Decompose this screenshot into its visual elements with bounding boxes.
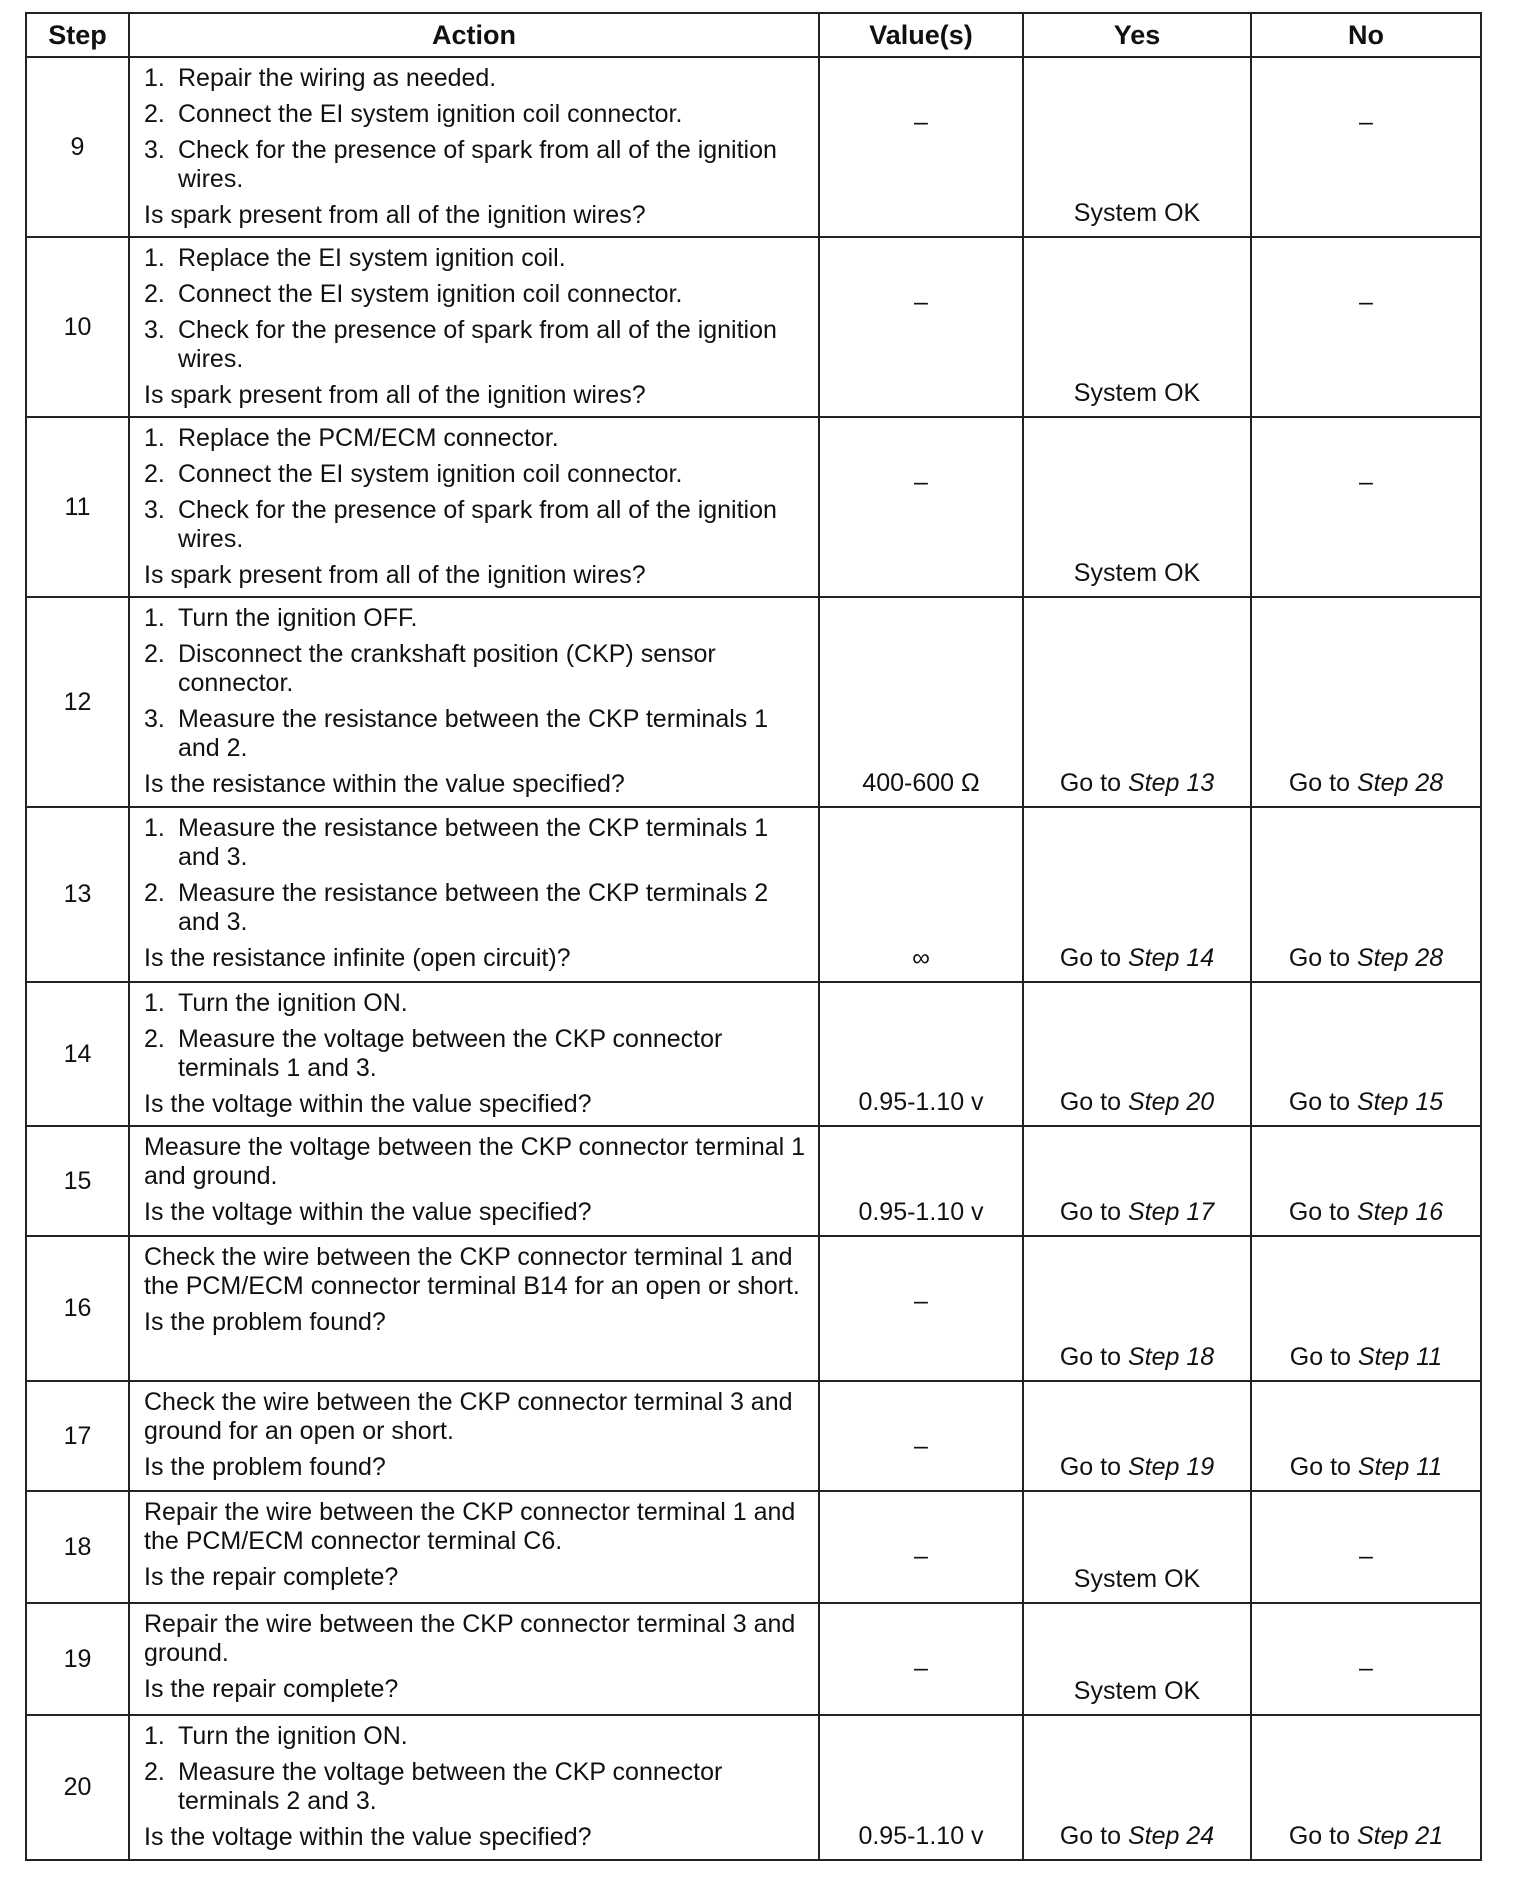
table-body [26, 57, 1481, 1860]
action-step-text: Measure the resistance between the CKP terminals 2 and 3. [178, 879, 769, 936]
no-cell-goto: Go to Step 28 [1288, 944, 1444, 972]
action-step-text: Connect the EI system ignition coil connector. [178, 100, 683, 128]
value-cell-dash: – [914, 1432, 928, 1460]
yes-cell-goto: Go to Step 20 [1059, 1088, 1215, 1116]
action-cell [129, 1126, 819, 1236]
step-number: 19 [26, 1603, 129, 1715]
yes-cell-text: System OK [1073, 1565, 1201, 1593]
table-row [26, 1381, 1481, 1491]
step-number: 11 [26, 417, 129, 597]
value-cell-dash: – [914, 288, 928, 316]
no-cell-step-ref: Step 11 [1357, 1343, 1443, 1371]
action-cell [129, 982, 819, 1126]
no-cell [1251, 597, 1481, 807]
action-text: Measure the voltage between the CKP connector terminal 1 and ground. [144, 1133, 806, 1190]
yes-cell-step-ref: Step 24 [1127, 1822, 1215, 1850]
action-cell [129, 1236, 819, 1381]
table-row [26, 1236, 1481, 1381]
yes-cell-text: System OK [1073, 559, 1201, 587]
step-number: 18 [26, 1491, 129, 1603]
no-cell-goto: Go to Step 28 [1288, 769, 1444, 797]
action-steps-list [144, 1722, 810, 1816]
no-cell-step-ref: Step 16 [1356, 1198, 1444, 1226]
action-question: Is spark present from all of the ignition wires? [144, 201, 646, 229]
table-row [26, 1603, 1481, 1715]
action-step [144, 814, 810, 872]
step-number: 9 [26, 57, 129, 237]
action-question: Is the voltage within the value specified? [144, 1823, 592, 1851]
action-steps-list [144, 989, 810, 1083]
action-step [144, 280, 810, 309]
action-cell [129, 1381, 819, 1491]
value-cell [819, 1715, 1023, 1860]
action-step-number: 2. [144, 280, 165, 308]
action-step [144, 460, 810, 489]
action-cell [129, 237, 819, 417]
header-yes: Yes [1023, 13, 1251, 57]
yes-cell [1023, 57, 1251, 237]
no-cell-goto: Go to Step 16 [1288, 1198, 1444, 1226]
value-cell [819, 237, 1023, 417]
action-text: Repair the wire between the CKP connector terminal 3 and ground. [144, 1610, 796, 1667]
value-cell-dash: – [914, 1654, 928, 1682]
action-step-text: Measure the resistance between the CKP terminals 1 and 3. [178, 814, 769, 871]
action-step-text: Replace the PCM/ECM connector. [178, 424, 559, 452]
action-cell [129, 1715, 819, 1860]
action-cell [129, 57, 819, 237]
value-cell-text: 0.95-1.10 v [858, 1822, 984, 1850]
yes-cell-step-ref: Step 17 [1127, 1198, 1215, 1226]
action-step-text: Disconnect the crankshaft position (CKP) sensor connector. [178, 640, 716, 697]
action-cell [129, 1603, 819, 1715]
action-step [144, 1722, 810, 1751]
value-cell [819, 1126, 1023, 1236]
no-cell [1251, 1381, 1481, 1491]
yes-cell [1023, 1236, 1251, 1381]
no-cell [1251, 1236, 1481, 1381]
yes-cell-text: System OK [1073, 1677, 1201, 1705]
value-cell-text: 0.95-1.10 v [858, 1198, 984, 1226]
action-step-number: 1. [144, 989, 165, 1017]
action-step [144, 1758, 810, 1816]
action-step-text: Check for the presence of spark from all of the ignition wires. [178, 496, 777, 553]
value-cell [819, 1381, 1023, 1491]
yes-cell [1023, 597, 1251, 807]
yes-cell-goto: Go to Step 13 [1059, 769, 1215, 797]
value-cell-dash: – [914, 108, 928, 136]
step-number: 20 [26, 1715, 129, 1860]
yes-cell-goto: Go to Step 19 [1059, 1453, 1215, 1481]
action-step-number: 1. [144, 1722, 165, 1750]
action-step-number: 3. [144, 705, 165, 733]
action-step-text: Check for the presence of spark from all of the ignition wires. [178, 136, 777, 193]
value-cell-dash: – [914, 468, 928, 496]
yes-cell-goto: Go to Step 14 [1059, 944, 1215, 972]
table-header-row [26, 13, 1481, 57]
header-action: Action [129, 13, 819, 57]
yes-cell-goto: Go to Step 17 [1059, 1198, 1215, 1226]
no-cell [1251, 1491, 1481, 1603]
action-question: Is the problem found? [144, 1308, 386, 1336]
no-cell-step-ref: Step 11 [1357, 1453, 1443, 1481]
header-no: No [1251, 13, 1481, 57]
header-step: Step [26, 13, 129, 57]
no-cell-goto: Go to Step 15 [1288, 1088, 1444, 1116]
step-number: 15 [26, 1126, 129, 1236]
action-step [144, 1025, 810, 1083]
action-step-text: Connect the EI system ignition coil connector. [178, 460, 683, 488]
no-cell [1251, 1715, 1481, 1860]
action-question: Is the resistance within the value specified? [144, 770, 625, 798]
action-step-text: Turn the ignition ON. [178, 1722, 408, 1750]
header-value: Value(s) [819, 13, 1023, 57]
value-cell [819, 597, 1023, 807]
action-step [144, 64, 810, 93]
action-step-number: 1. [144, 424, 165, 452]
action-step [144, 640, 810, 698]
action-step [144, 879, 810, 937]
action-step-text: Measure the resistance between the CKP terminals 1 and 2. [178, 705, 769, 762]
table-row [26, 417, 1481, 597]
action-step [144, 316, 810, 374]
action-step-number: 1. [144, 64, 165, 92]
action-step-number: 3. [144, 496, 165, 524]
value-cell-text: ∞ [912, 944, 930, 972]
value-cell-text: 0.95-1.10 v [858, 1088, 984, 1116]
action-step-number: 2. [144, 100, 165, 128]
no-cell-goto: Go to Step 21 [1288, 1822, 1444, 1850]
action-step-text: Measure the voltage between the CKP connector terminals 1 and 3. [178, 1025, 723, 1082]
value-cell [819, 807, 1023, 982]
diagnostic-table-page [25, 12, 1480, 1861]
action-question: Is the repair complete? [144, 1675, 399, 1703]
action-cell [129, 417, 819, 597]
yes-cell [1023, 1126, 1251, 1236]
no-cell-step-ref: Step 15 [1356, 1088, 1444, 1116]
action-step-text: Measure the voltage between the CKP connector terminals 2 and 3. [178, 1758, 723, 1815]
table-row [26, 1126, 1481, 1236]
value-cell [819, 57, 1023, 237]
action-step [144, 989, 810, 1018]
yes-cell-step-ref: Step 14 [1127, 944, 1215, 972]
action-step [144, 496, 810, 554]
action-step-number: 2. [144, 1025, 165, 1053]
action-step-number: 3. [144, 316, 165, 344]
action-cell [129, 1491, 819, 1603]
action-cell [129, 597, 819, 807]
no-cell-dash: – [1359, 468, 1373, 496]
action-question: Is spark present from all of the ignition wires? [144, 381, 646, 409]
action-step [144, 424, 810, 453]
no-cell [1251, 237, 1481, 417]
no-cell-step-ref: Step 28 [1356, 944, 1444, 972]
value-cell-text: 400-600 Ω [862, 769, 980, 797]
yes-cell-goto: Go to Step 18 [1059, 1343, 1215, 1371]
action-question: Is the problem found? [144, 1453, 386, 1481]
yes-cell [1023, 237, 1251, 417]
action-steps-list [144, 244, 810, 374]
action-question: Is the repair complete? [144, 1563, 399, 1591]
yes-cell [1023, 982, 1251, 1126]
action-step [144, 100, 810, 129]
action-text: Check the wire between the CKP connector terminal 3 and ground for an open or short. [144, 1388, 793, 1445]
no-cell-dash: – [1359, 288, 1373, 316]
no-cell-step-ref: Step 28 [1356, 769, 1444, 797]
value-cell [819, 982, 1023, 1126]
yes-cell [1023, 417, 1251, 597]
action-steps-list [144, 814, 810, 937]
action-step-number: 2. [144, 460, 165, 488]
action-step-number: 3. [144, 136, 165, 164]
no-cell [1251, 1603, 1481, 1715]
step-number: 14 [26, 982, 129, 1126]
action-question: Is the voltage within the value specified? [144, 1198, 592, 1226]
action-step-number: 2. [144, 640, 165, 668]
action-step-number: 2. [144, 1758, 165, 1786]
step-number: 10 [26, 237, 129, 417]
value-cell-dash: – [914, 1542, 928, 1570]
action-step-number: 1. [144, 814, 165, 842]
no-cell [1251, 807, 1481, 982]
yes-cell-text: System OK [1073, 379, 1201, 407]
no-cell-step-ref: Step 21 [1356, 1822, 1444, 1850]
yes-cell [1023, 807, 1251, 982]
no-cell-dash: – [1359, 1542, 1373, 1570]
action-step-number: 1. [144, 604, 165, 632]
table-row [26, 237, 1481, 417]
action-step-number: 2. [144, 879, 165, 907]
yes-cell-text: System OK [1073, 199, 1201, 227]
table-row [26, 1491, 1481, 1603]
action-question: Is the voltage within the value specified? [144, 1090, 592, 1118]
yes-cell-step-ref: Step 13 [1127, 769, 1215, 797]
action-step-number: 1. [144, 244, 165, 272]
value-cell-dash: – [914, 1287, 928, 1315]
action-question: Is the resistance infinite (open circuit)? [144, 944, 571, 972]
table-row [26, 597, 1481, 807]
action-step [144, 705, 810, 763]
diagnostic-table [25, 12, 1482, 1861]
table-row [26, 57, 1481, 237]
no-cell [1251, 1126, 1481, 1236]
yes-cell-step-ref: Step 18 [1127, 1343, 1215, 1371]
step-number: 17 [26, 1381, 129, 1491]
no-cell-dash: – [1359, 108, 1373, 136]
action-step-text: Check for the presence of spark from all of the ignition wires. [178, 316, 777, 373]
action-step-text: Turn the ignition ON. [178, 989, 408, 1017]
action-text: Check the wire between the CKP connector terminal 1 and the PCM/ECM connector terminal B14 for an open or short. [144, 1243, 800, 1300]
action-steps-list [144, 604, 810, 763]
action-step [144, 136, 810, 194]
action-steps-list [144, 64, 810, 194]
action-step-text: Turn the ignition OFF. [178, 604, 418, 632]
value-cell [819, 1236, 1023, 1381]
table-row [26, 1715, 1481, 1860]
action-step-text: Repair the wiring as needed. [178, 64, 497, 92]
action-text: Repair the wire between the CKP connector terminal 1 and the PCM/ECM connector terminal C6. [144, 1498, 796, 1555]
no-cell-goto: Go to Step 11 [1289, 1453, 1443, 1481]
action-step-text: Connect the EI system ignition coil connector. [178, 280, 683, 308]
no-cell [1251, 417, 1481, 597]
yes-cell [1023, 1715, 1251, 1860]
action-steps-list [144, 424, 810, 554]
yes-cell [1023, 1603, 1251, 1715]
yes-cell [1023, 1491, 1251, 1603]
action-question: Is spark present from all of the ignition wires? [144, 561, 646, 589]
table-row [26, 807, 1481, 982]
value-cell [819, 1491, 1023, 1603]
table-row [26, 982, 1481, 1126]
step-number: 13 [26, 807, 129, 982]
yes-cell-step-ref: Step 19 [1127, 1453, 1215, 1481]
action-step [144, 244, 810, 273]
action-step-text: Replace the EI system ignition coil. [178, 244, 566, 272]
step-number: 16 [26, 1236, 129, 1381]
step-number: 12 [26, 597, 129, 807]
yes-cell-step-ref: Step 20 [1127, 1088, 1215, 1116]
no-cell [1251, 57, 1481, 237]
no-cell-goto: Go to Step 11 [1289, 1343, 1443, 1371]
no-cell [1251, 982, 1481, 1126]
no-cell-dash: – [1359, 1654, 1373, 1682]
yes-cell [1023, 1381, 1251, 1491]
value-cell [819, 1603, 1023, 1715]
yes-cell-goto: Go to Step 24 [1059, 1822, 1215, 1850]
action-cell [129, 807, 819, 982]
value-cell [819, 417, 1023, 597]
action-step [144, 604, 810, 633]
